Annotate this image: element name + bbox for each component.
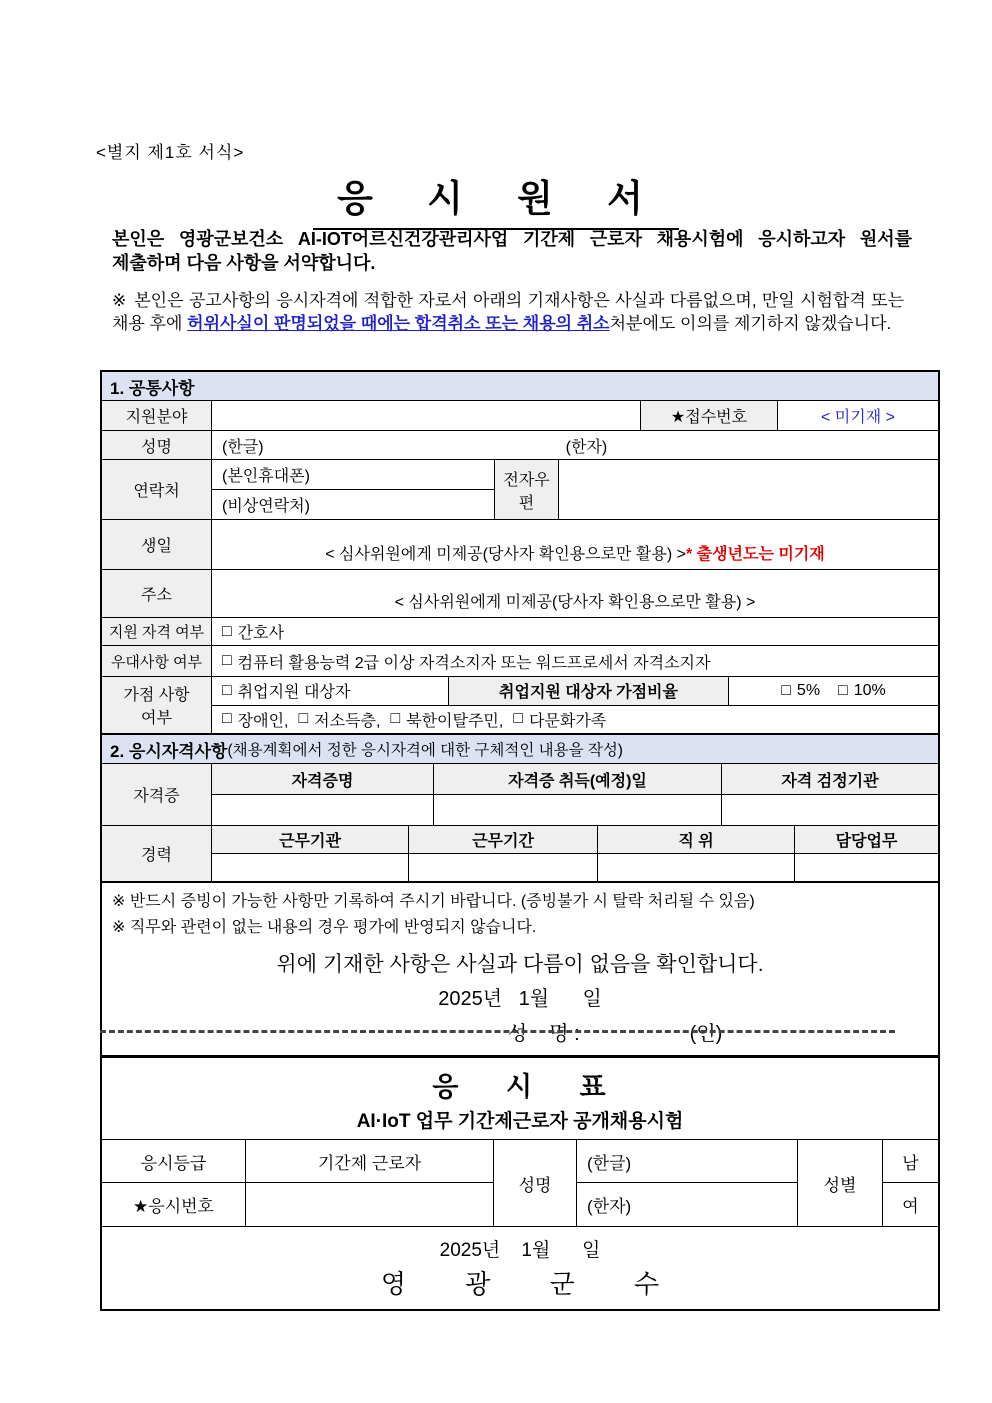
cut-line-divider <box>100 1030 895 1033</box>
email-input-area <box>559 460 938 519</box>
bonus-row <box>102 677 938 734</box>
cert-header-agency: 자격 검정기관 <box>722 764 938 794</box>
reference-mark: ※ <box>112 291 127 310</box>
ticket-title: 응 시 표 <box>432 1072 626 1102</box>
preference-row <box>102 646 938 677</box>
preference-label: 우대사항 여부 <box>102 646 212 676</box>
qualification-option-label: 간호사 <box>237 625 285 642</box>
form-reference-note: <별지 제1호 서식> <box>96 143 245 162</box>
ticket-issuer: 영 광 군 수 <box>380 1269 686 1299</box>
ticket-grade-value: 기간제 근로자 <box>246 1140 494 1183</box>
bonus-ratio-header: 취업지원 대상자 가점비율 <box>449 677 729 705</box>
checkbox-icon: □ <box>390 710 401 728</box>
ticket-name-hanja: (한자) <box>577 1183 798 1226</box>
intro-paragraph: 본인은 영광군보건소 AI-IOT어르신건강관리사업 기간제 근로자 채용시험에 응시하고자 원서를 제출하며 다음 사항을 서약합니다. <box>112 229 912 273</box>
qualification-row <box>102 618 938 646</box>
pledge-paragraph <box>112 290 904 336</box>
bonus-ratio-5-label: 5% <box>796 681 821 699</box>
career-header-period: 근무기간 <box>409 826 598 853</box>
ticket-grid <box>102 1140 938 1227</box>
confirmation-statement: 위에 기재한 사항은 사실과 다름이 없음을 확인합니다. <box>276 953 764 977</box>
cert-input-date <box>434 795 722 825</box>
pledge-text-pre: 본인은 공고사항의 응시자격에 적합한 자로서 아래의 기재사항은 사실과 다름없으며, 만일 시험합격 또는 채용 후에 <box>112 291 904 333</box>
contact-emergency-label: (비상연락처) <box>222 498 310 515</box>
birth-label: 생일 <box>102 520 212 569</box>
career-block <box>102 826 938 882</box>
career-header-org: 근무기관 <box>212 826 409 853</box>
ticket-date: 2025년 1월 일 <box>439 1240 601 1261</box>
career-header-position: 직 위 <box>598 826 795 853</box>
bonus-item-disabled: 장애인, <box>237 712 289 730</box>
section2-subtitle: (채용계획에서 정한 응시자격에 대한 구체적인 내용을 작성) <box>227 742 623 759</box>
name-hanja-label: (한자) <box>565 438 608 456</box>
address-label: 주소 <box>102 570 212 617</box>
ticket-gender-male: 남 <box>883 1140 938 1183</box>
confirmation-date: 2025년 1월 일 <box>438 988 602 1011</box>
bonus-label-line2: 여부 <box>141 710 172 727</box>
email-label: 전자우편 <box>495 460 559 519</box>
pledge-text-highlight: 허위사실이 판명되었을 때에는 합격취소 또는 채용의 취소 <box>187 313 610 333</box>
ticket-gender-female: 여 <box>902 1197 919 1216</box>
certificate-label: 자격증 <box>102 764 212 825</box>
address-privacy-note: < 심사위원에게 미제공(당사자 확인용으로만 활용) > <box>394 594 756 611</box>
seal-placeholder: (인) <box>689 1023 723 1046</box>
cert-header-name: 자격증명 <box>212 764 434 794</box>
career-input-org <box>212 854 409 881</box>
checkbox-icon: □ <box>298 710 309 728</box>
bonus-label <box>102 677 212 733</box>
bonus-item-lowincome: 저소득층, <box>314 712 381 730</box>
address-row <box>102 570 938 618</box>
section1-header <box>102 372 938 401</box>
qualification-option <box>212 618 938 645</box>
career-input-period <box>409 854 598 881</box>
name-label: 성명 <box>102 431 212 459</box>
birth-note-area <box>212 520 938 569</box>
pledge-text-post: 처분에도 이의를 제기하지 않겠습니다. <box>609 313 892 333</box>
cert-header-date: 자격증 취득(예정)일 <box>434 764 722 794</box>
qualification-label: 지원 자격 여부 <box>102 618 212 645</box>
career-input-position <box>598 854 795 881</box>
name-input-area <box>212 431 938 459</box>
checkbox-icon: □ <box>222 681 232 699</box>
checkbox-icon: □ <box>222 652 232 669</box>
signature-name-label: 성 명 : <box>507 1023 580 1046</box>
ticket-subtitle: AI·IoT 업무 기간제근로자 공개채용시험 <box>102 1104 938 1140</box>
section1-title: 1. 공통사항 <box>110 378 195 398</box>
exam-ticket <box>100 1055 940 1311</box>
section2-header <box>102 734 938 764</box>
document-title: 응 시 원 서 <box>0 168 992 230</box>
certificate-block <box>102 764 938 826</box>
cert-input-agency <box>722 795 938 825</box>
receipt-number-label: ★접수번호 <box>641 401 778 430</box>
checkbox-icon: □ <box>781 681 791 699</box>
checkbox-icon: □ <box>222 622 232 640</box>
bonus-ratio-options <box>729 677 938 705</box>
checkbox-icon: □ <box>513 710 523 728</box>
preference-option-label: 컴퓨터 활용능력 2급 이상 자격소지자 또는 워드프로세서 자격소지자 <box>237 654 711 672</box>
field-row <box>102 401 938 431</box>
bonus-item-defector: 북한이탈주민, <box>406 712 504 730</box>
birth-privacy-note: < 심사위원에게 미제공(당사자 확인용으로만 활용) > <box>325 546 686 563</box>
note-irrelevant-content: ※ 직무와 관련이 없는 내용의 경우 평가에 반영되지 않습니다. <box>112 918 537 936</box>
contact-row <box>102 460 938 520</box>
name-row <box>102 431 938 460</box>
career-label: 경력 <box>102 826 212 881</box>
field-label: 지원분야 <box>102 401 212 430</box>
name-hangul-label: (한글) <box>222 438 264 456</box>
birth-year-warning: * 출생년도는 미기재 <box>685 546 825 563</box>
preference-option <box>212 646 938 676</box>
field-input-area <box>212 401 641 430</box>
ticket-name-label: 성명 <box>494 1140 577 1226</box>
career-input-duty <box>795 854 938 881</box>
note-proof-required: ※ 반드시 증빙이 가능한 사항만 기록하여 주시기 바랍니다. (증빙불가 시 탈락 처리될 수 있음) <box>112 893 755 910</box>
cert-input-name <box>212 795 434 825</box>
section2-title: 2. 응시자격사항 <box>110 741 228 761</box>
bonus-employment-label: 취업지원 대상자 <box>237 684 351 702</box>
receipt-number-value: < 미기재 > <box>821 409 895 426</box>
ticket-gender-label: 성별 <box>798 1140 883 1226</box>
application-table <box>100 370 940 1058</box>
bonus-label-line1: 가점 사항 <box>123 687 190 704</box>
birth-row <box>102 520 938 570</box>
bonus-employment-option <box>212 677 449 705</box>
contact-label: 연락처 <box>102 460 212 519</box>
bonus-ratio-10-label: 10% <box>853 681 886 699</box>
notes-and-confirmation <box>102 882 938 1046</box>
career-header-duty: 담당업무 <box>795 826 938 853</box>
ticket-grade-label: 응시등급 <box>102 1140 246 1183</box>
contact-mobile-label: (본인휴대폰) <box>212 460 494 490</box>
checkbox-icon: □ <box>838 681 848 699</box>
ticket-name-hangul: (한글) <box>577 1140 798 1183</box>
checkbox-icon: □ <box>222 710 232 728</box>
bonus-item-multicultural: 다문화가족 <box>528 712 607 730</box>
ticket-number-input <box>246 1183 494 1226</box>
ticket-number-label: ★응시번호 <box>102 1183 246 1226</box>
